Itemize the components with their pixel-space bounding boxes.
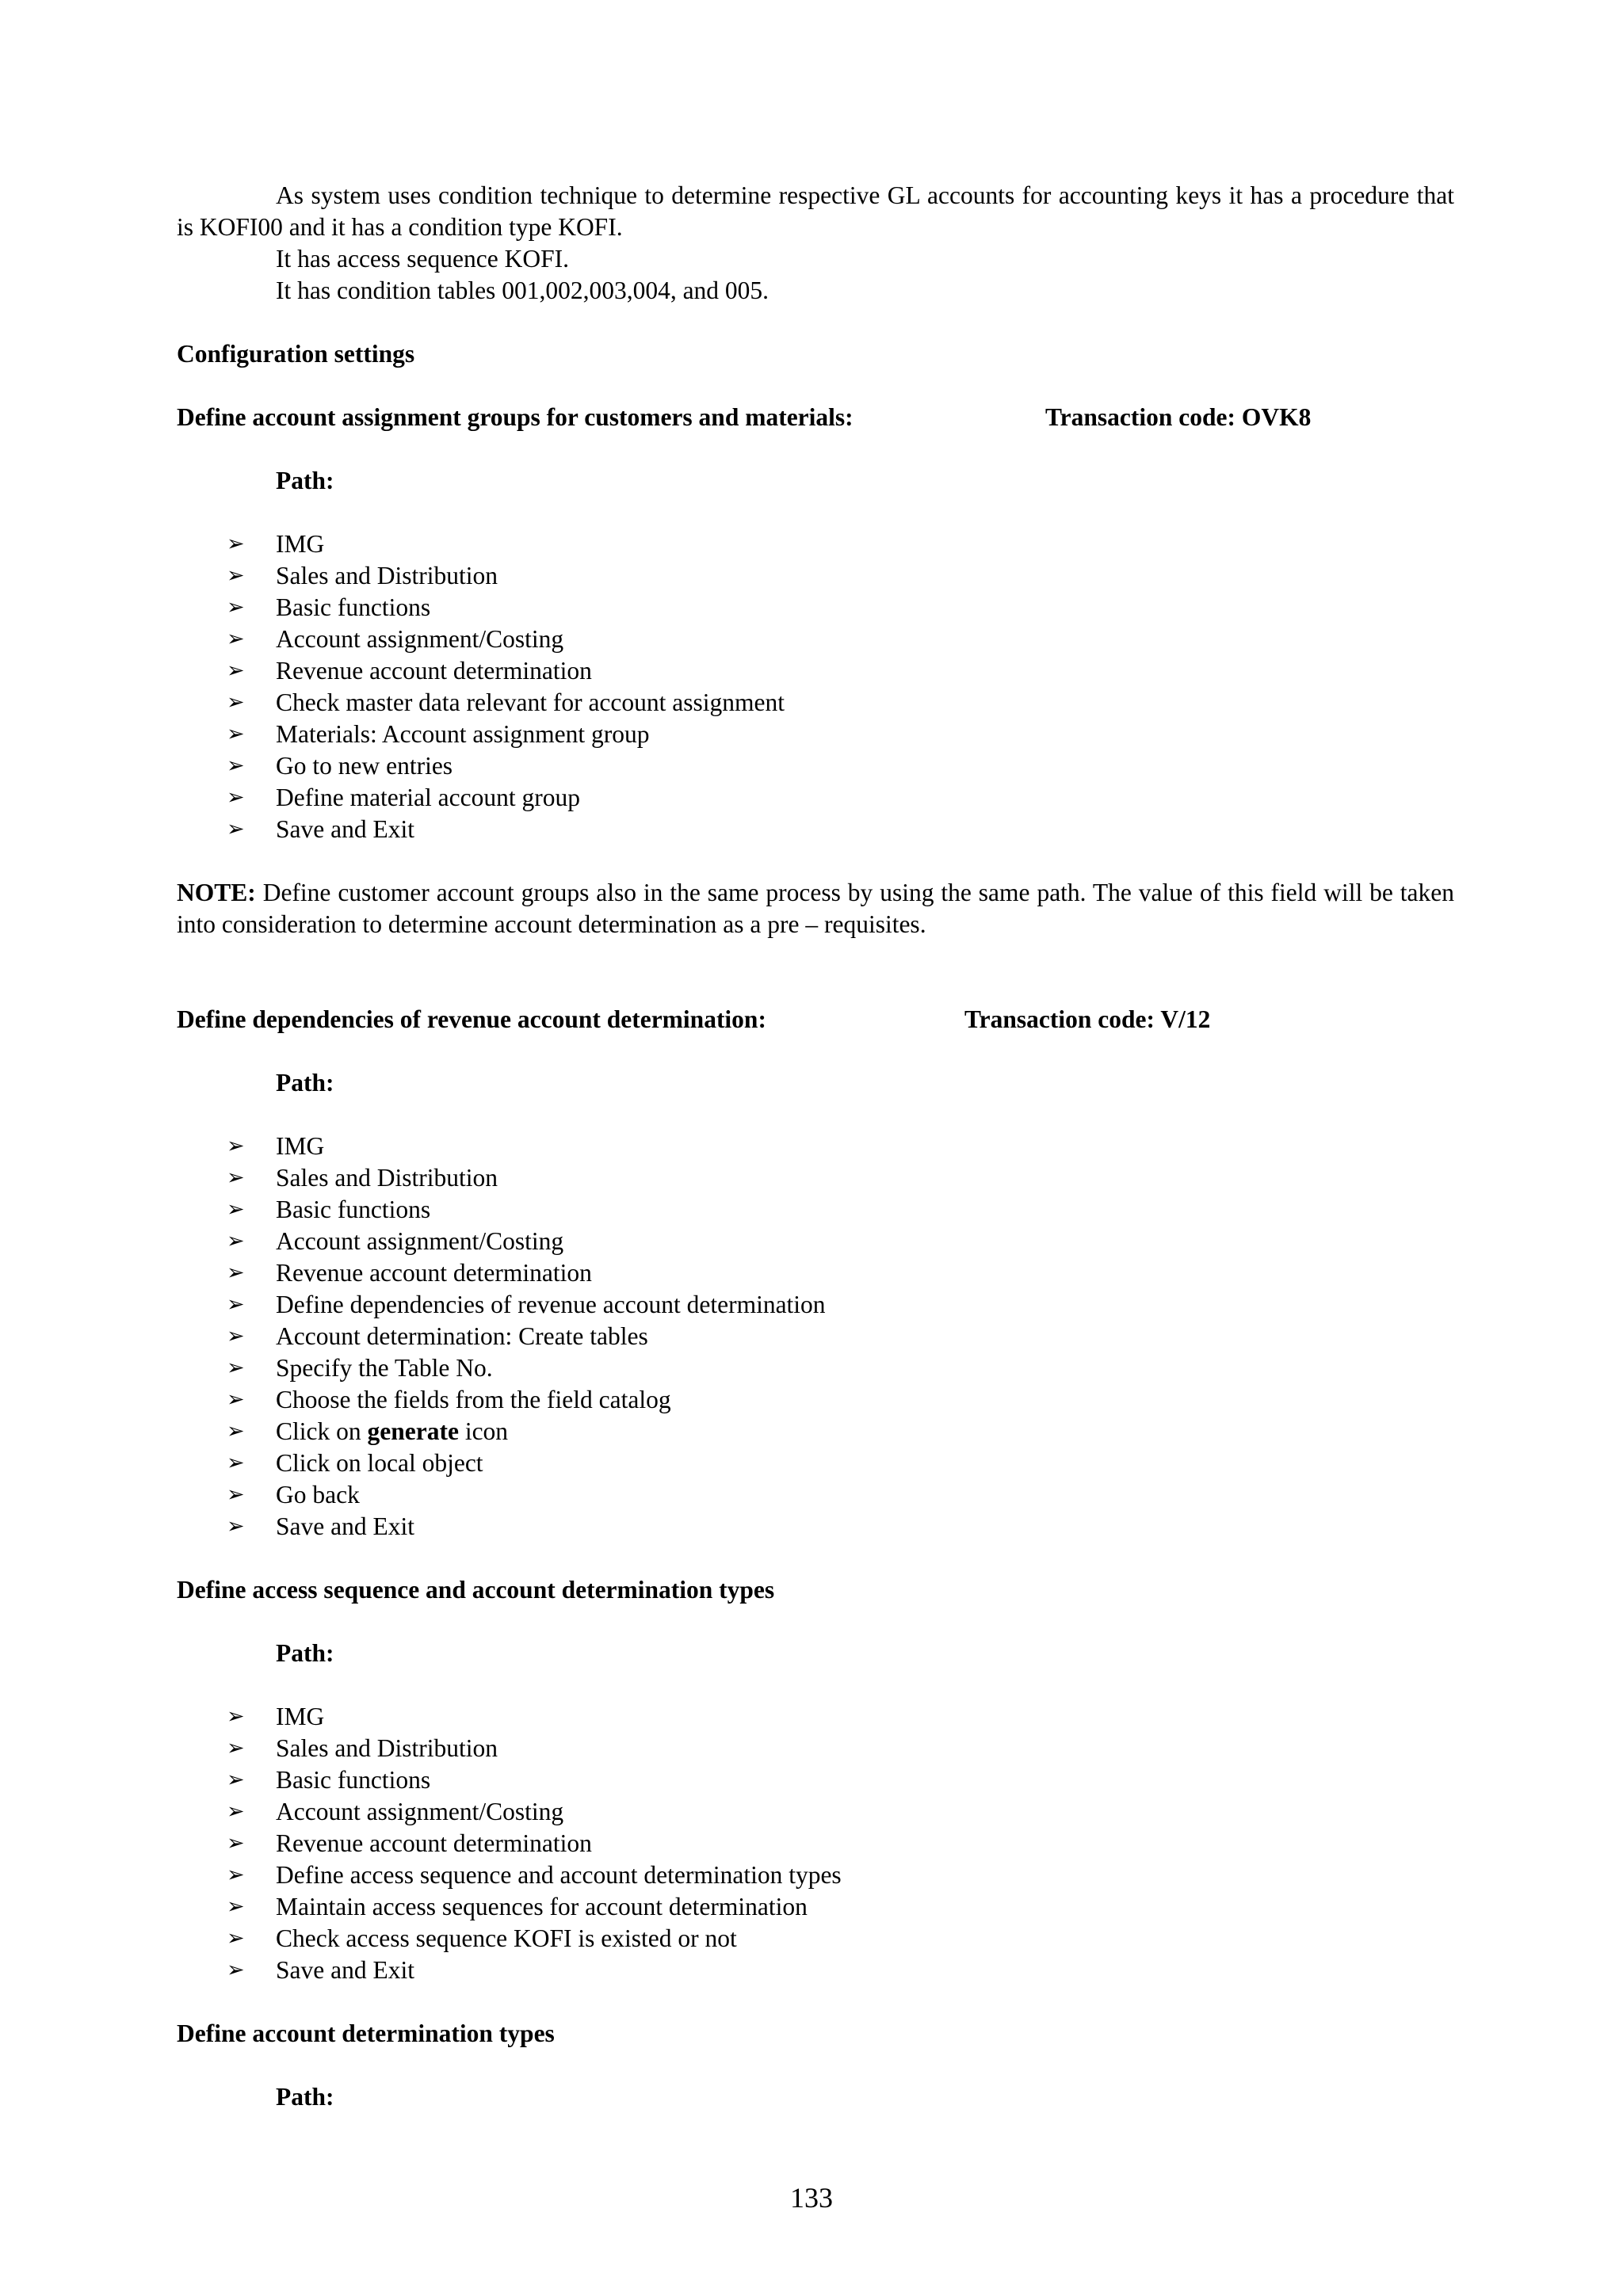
config-heading: Configuration settings	[177, 340, 415, 368]
path-step-text: Maintain access sequences for account determination	[276, 1893, 808, 1920]
arrow-bullet-icon: ➢	[227, 817, 245, 841]
arrow-bullet-icon: ➢	[227, 1197, 245, 1222]
path-step-text: Specify the Table No.	[276, 1354, 493, 1382]
arrow-bullet-icon: ➢	[227, 563, 245, 588]
path-step	[177, 1257, 1454, 1289]
arrow-bullet-icon: ➢	[227, 595, 245, 620]
determination-types-title: Define account determination types	[177, 2019, 555, 2047]
access-sequence-title: Define access sequence and account determination types	[177, 1576, 775, 1604]
path-step	[177, 1796, 1454, 1828]
arrow-bullet-icon: ➢	[227, 658, 245, 683]
arrow-bullet-icon: ➢	[227, 722, 245, 746]
path-step	[177, 1891, 1454, 1923]
arrow-bullet-icon: ➢	[227, 1736, 245, 1760]
path-step	[177, 560, 1454, 592]
path-step-text: Define material account group	[276, 784, 580, 811]
assignment-groups-path-list	[177, 528, 1454, 845]
path-step-text: Define dependencies of revenue account determination	[276, 1291, 826, 1318]
generate-step-before: Click on	[276, 1417, 368, 1445]
path-step-text: IMG	[276, 1703, 325, 1730]
generate-step-bold: generate	[367, 1417, 459, 1445]
arrow-bullet-icon: ➢	[227, 1704, 245, 1729]
assignment-groups-tcode: Transaction code: OVK8	[1045, 403, 1312, 431]
path-step-text: Sales and Distribution	[276, 1734, 498, 1762]
dependencies-heading-row	[177, 1004, 1454, 1035]
path-step	[177, 1131, 1454, 1162]
assignment-groups-heading-row	[177, 402, 1454, 433]
path-step-text: Choose the fields from the field catalog	[276, 1386, 671, 1413]
path-step	[177, 719, 1454, 750]
path-step-text: Go back	[276, 1481, 360, 1508]
arrow-bullet-icon: ➢	[227, 1799, 245, 1824]
arrow-bullet-icon: ➢	[227, 690, 245, 715]
arrow-bullet-icon: ➢	[227, 1451, 245, 1475]
note-text: Define customer account groups also in the same process by using the same path. The value of this field will be taken into consideration to determine account determination as a pre – requisites.	[177, 879, 1454, 938]
path-step-text: Account determination: Create tables	[276, 1322, 648, 1350]
path-step-text: Define access sequence and account determination types	[276, 1861, 842, 1889]
page-content	[177, 180, 1454, 2113]
path-step	[177, 1321, 1454, 1352]
path-step-text: Click on local object	[276, 1449, 483, 1477]
path-step	[177, 1162, 1454, 1194]
arrow-bullet-icon: ➢	[227, 1831, 245, 1855]
path-step	[177, 655, 1454, 687]
path-step	[177, 592, 1454, 624]
path-step	[177, 1733, 1454, 1764]
arrow-bullet-icon: ➢	[227, 1356, 245, 1380]
arrow-bullet-icon: ➢	[227, 1894, 245, 1919]
path-step	[177, 1447, 1454, 1479]
note-paragraph	[177, 877, 1454, 940]
path-step-text: Revenue account determination	[276, 1829, 592, 1857]
arrow-bullet-icon: ➢	[227, 1324, 245, 1348]
intro-paragraph: As system uses condition technique to determine respective GL accounts for accounting keys it has a procedure that is KOFI00 and it has a condition type KOFI.	[177, 181, 1454, 241]
path-step	[177, 1479, 1454, 1511]
path-step	[177, 1352, 1454, 1384]
path-step	[177, 624, 1454, 655]
arrow-bullet-icon: ➢	[227, 1387, 245, 1412]
path-step-text: IMG	[276, 530, 325, 558]
path-step	[177, 1384, 1454, 1416]
arrow-bullet-icon: ➢	[227, 1419, 245, 1444]
determination-types-path-label: Path:	[276, 2083, 334, 2111]
path-step-text: IMG	[276, 1132, 325, 1160]
path-step-text: Go to new entries	[276, 752, 453, 780]
dependencies-path-list	[177, 1131, 1454, 1543]
arrow-bullet-icon: ➢	[227, 1958, 245, 1982]
path-step-text: Save and Exit	[276, 815, 414, 843]
intro-line-access-sequence: It has access sequence KOFI.	[276, 245, 569, 273]
path-step	[177, 1764, 1454, 1796]
access-sequence-path-label: Path:	[276, 1639, 334, 1667]
path-step-text: Basic functions	[276, 1766, 431, 1794]
path-step-text: Account assignment/Costing	[276, 1227, 564, 1255]
path-step-text: Basic functions	[276, 593, 431, 621]
arrow-bullet-icon: ➢	[227, 1514, 245, 1539]
path-step-text: Check master data relevant for account assignment	[276, 688, 785, 716]
assignment-groups-title: Define account assignment groups for customers and materials:	[177, 403, 854, 431]
arrow-bullet-icon: ➢	[227, 1165, 245, 1190]
path-step	[177, 528, 1454, 560]
path-step	[177, 1701, 1454, 1733]
path-step	[177, 1923, 1454, 1955]
dependencies-title: Define dependencies of revenue account determination:	[177, 1005, 766, 1033]
path-step-text: Revenue account determination	[276, 657, 592, 685]
path-step-text: Sales and Distribution	[276, 562, 498, 589]
arrow-bullet-icon: ➢	[227, 1768, 245, 1792]
path-step	[177, 1828, 1454, 1859]
path-step	[177, 1289, 1454, 1321]
arrow-bullet-icon: ➢	[227, 1926, 245, 1951]
page-number: 133	[790, 2182, 833, 2214]
arrow-bullet-icon: ➢	[227, 785, 245, 810]
access-sequence-path-list	[177, 1701, 1454, 1986]
note-label: NOTE:	[177, 879, 256, 906]
arrow-bullet-icon: ➢	[227, 1134, 245, 1158]
path-step	[177, 1955, 1454, 1986]
arrow-bullet-icon: ➢	[227, 1482, 245, 1507]
path-step-text: Sales and Distribution	[276, 1164, 498, 1192]
arrow-bullet-icon: ➢	[227, 1229, 245, 1253]
dependencies-tcode: Transaction code: V/12	[964, 1005, 1211, 1033]
dependencies-path-label: Path:	[276, 1069, 334, 1097]
path-step-text: Save and Exit	[276, 1956, 414, 1984]
arrow-bullet-icon: ➢	[227, 753, 245, 778]
intro-line-condition-tables: It has condition tables 001,002,003,004, and 005.	[276, 277, 769, 304]
path-step-text: Save and Exit	[276, 1512, 414, 1540]
path-step	[177, 750, 1454, 782]
path-step	[177, 687, 1454, 719]
path-step-text: Revenue account determination	[276, 1259, 592, 1287]
path-step	[177, 1511, 1454, 1543]
path-step-text: Materials: Account assignment group	[276, 720, 650, 748]
arrow-bullet-icon: ➢	[227, 1292, 245, 1317]
path-step	[177, 1194, 1454, 1226]
path-step-text: Basic functions	[276, 1196, 431, 1223]
arrow-bullet-icon: ➢	[227, 627, 245, 651]
path-step-generate	[177, 1416, 1454, 1447]
arrow-bullet-icon: ➢	[227, 532, 245, 556]
generate-step-after: icon	[458, 1417, 509, 1445]
path-step-text: Check access sequence KOFI is existed or not	[276, 1924, 737, 1952]
arrow-bullet-icon: ➢	[227, 1863, 245, 1887]
path-step	[177, 1226, 1454, 1257]
arrow-bullet-icon: ➢	[227, 1261, 245, 1285]
path-step	[177, 782, 1454, 814]
assignment-groups-path-label: Path:	[276, 467, 334, 494]
path-step	[177, 1859, 1454, 1891]
path-step	[177, 814, 1454, 845]
path-step-text: Account assignment/Costing	[276, 1798, 564, 1825]
path-step-text: Account assignment/Costing	[276, 625, 564, 653]
